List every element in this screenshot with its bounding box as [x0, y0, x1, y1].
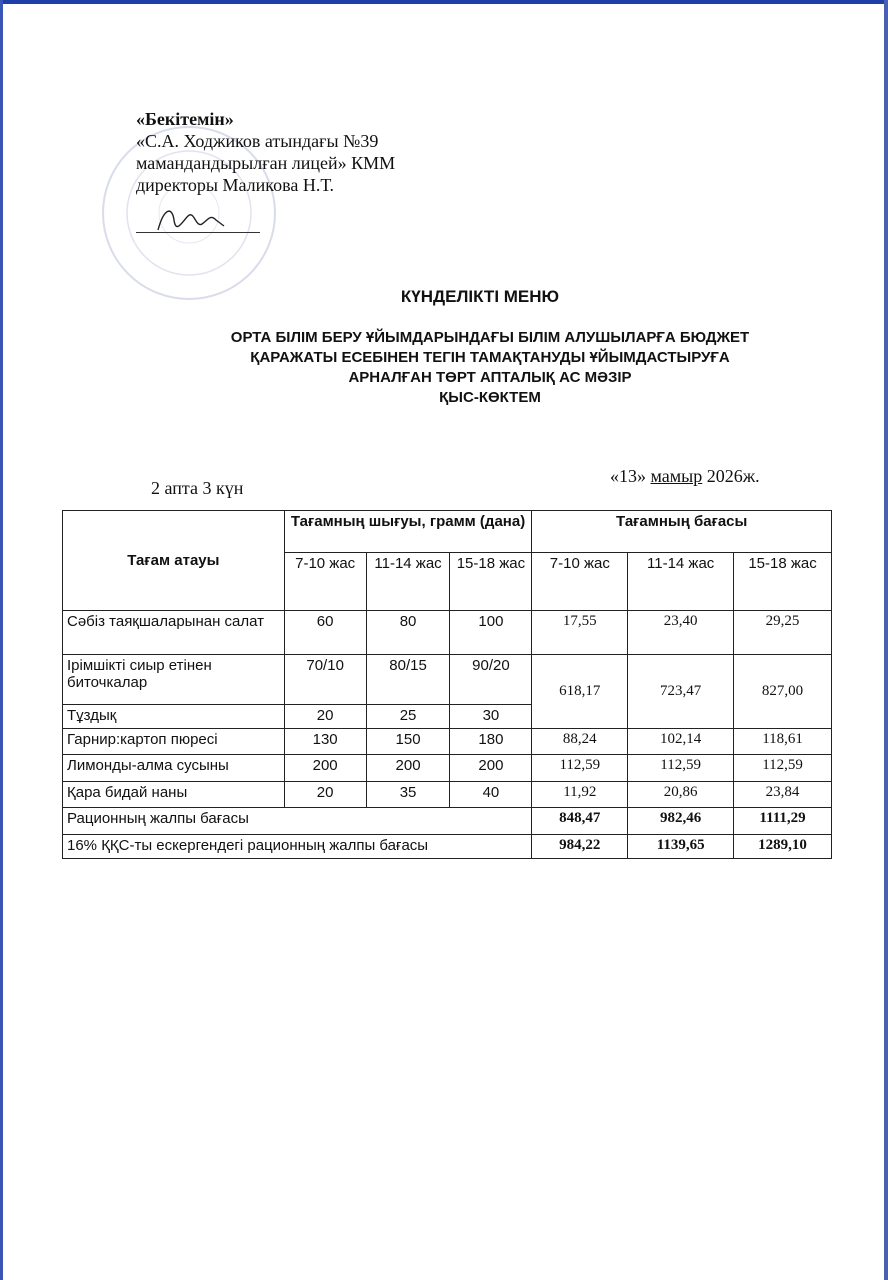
approval-school-line: «С.А. Ходжиков атындағы №39: [136, 131, 379, 151]
yield-cell: 35: [366, 782, 450, 808]
total-vat-label: 16% ҚҚС-ты ескергендегі рационның жалпы бағасы: [63, 835, 532, 859]
total-vat-price-cell: 984,22: [532, 835, 628, 859]
yield-cell: 20: [284, 782, 366, 808]
total-vat-price-cell: 1289,10: [734, 835, 832, 859]
date-month: мамыр: [650, 466, 703, 486]
price-cell: 20,86: [628, 782, 734, 808]
price-cell: 102,14: [628, 729, 734, 755]
handwritten-signature: [150, 200, 230, 240]
price-cell: 723,47: [628, 655, 734, 729]
table-row: [63, 729, 832, 755]
signature-line: [136, 232, 260, 233]
price-cell: 29,25: [734, 611, 832, 655]
yield-cell: 40: [450, 782, 532, 808]
header-age-yield: 15-18 жас: [450, 553, 532, 611]
yield-cell: 25: [366, 705, 450, 729]
header-price: Тағамның бағасы: [532, 511, 832, 553]
yield-cell: 30: [450, 705, 532, 729]
yield-cell: 80: [366, 611, 450, 655]
yield-cell: 20: [284, 705, 366, 729]
yield-cell: 200: [366, 755, 450, 782]
yield-cell: 130: [284, 729, 366, 755]
total-vat-price-cell: 1139,65: [628, 835, 734, 859]
yield-cell: 90/20: [450, 655, 532, 705]
dish-name: Лимонды-алма сусыны: [63, 755, 285, 782]
date-day: «13»: [610, 466, 646, 486]
total-label: Рационның жалпы бағасы: [63, 808, 532, 835]
total-price-cell: 848,47: [532, 808, 628, 835]
price-cell: 827,00: [734, 655, 832, 729]
price-cell: 618,17: [532, 655, 628, 729]
header-age-price: 7-10 жас: [532, 553, 628, 611]
yield-cell: 200: [450, 755, 532, 782]
header-age-price: 11-14 жас: [628, 553, 734, 611]
yield-cell: 180: [450, 729, 532, 755]
subtitle-season: ҚЫС-КӨКТЕМ: [439, 389, 541, 406]
yield-cell: 60: [284, 611, 366, 655]
dish-name: Ірімшікті сиыр етінен биточкалар: [63, 655, 285, 705]
total-vat-row: [63, 835, 832, 859]
menu-date: [610, 466, 760, 487]
yield-cell: 150: [366, 729, 450, 755]
total-price-cell: 982,46: [628, 808, 734, 835]
subtitle-line: ОРТА БІЛІМ БЕРУ ҰЙЫМДАРЫНДАҒЫ БІЛІМ АЛУШЫЛАРҒА БЮДЖЕТ: [230, 329, 750, 346]
approval-school-line-2: мамандандырылған лицей» КММ: [136, 153, 396, 173]
price-cell: 17,55: [532, 611, 628, 655]
price-cell: 11,92: [532, 782, 628, 808]
total-row: [63, 808, 832, 835]
dish-name: Гарнир:картоп пюресі: [63, 729, 285, 755]
subtitle-line: АРНАЛҒАН ТӨРТ АПТАЛЫҚ АС МӘЗІР: [348, 369, 632, 386]
header-dish-name: Тағам атауы: [63, 511, 285, 611]
dish-name: Тұздық: [63, 705, 285, 729]
menu-subtitle: [150, 328, 830, 408]
yield-cell: 200: [284, 755, 366, 782]
price-cell: 23,40: [628, 611, 734, 655]
price-cell: 112,59: [628, 755, 734, 782]
week-day-label: 2 апта 3 күн: [151, 478, 244, 498]
table-row: [63, 782, 832, 808]
scan-edge-right: [884, 0, 888, 1280]
price-cell: 88,24: [532, 729, 628, 755]
subtitle-line: ҚАРАЖАТЫ ЕСЕБІНЕН ТЕГІН ТАМАҚТАНУДЫ ҰЙЫМДАСТЫРУҒА: [250, 349, 730, 366]
date-year: 2026ж.: [706, 466, 760, 486]
menu-table: [62, 510, 832, 859]
dish-name: Сәбіз таяқшаларынан салат: [63, 611, 285, 655]
scan-edge-left: [0, 0, 3, 1280]
price-cell: 112,59: [734, 755, 832, 782]
yield-cell: 70/10: [284, 655, 366, 705]
price-cell: 112,59: [532, 755, 628, 782]
header-age-price: 15-18 жас: [734, 553, 832, 611]
total-price-cell: 1111,29: [734, 808, 832, 835]
approval-heading: «Бекітемін»: [136, 109, 234, 129]
table-row: [63, 611, 832, 655]
header-yield: Тағамның шығуы, грамм (дана): [284, 511, 532, 553]
header-age-yield: 7-10 жас: [284, 553, 366, 611]
yield-cell: 80/15: [366, 655, 450, 705]
table-row: [63, 655, 832, 705]
yield-cell: 100: [450, 611, 532, 655]
dish-name: Қара бидай наны: [63, 782, 285, 808]
header-age-yield: 11-14 жас: [366, 553, 450, 611]
scan-edge-top: [0, 0, 888, 4]
menu-title: КҮНДЕЛІКТІ МЕНЮ: [400, 287, 560, 306]
table-row: [63, 755, 832, 782]
approval-block: [136, 108, 476, 196]
price-cell: 23,84: [734, 782, 832, 808]
approval-director: директоры Маликова Н.Т.: [136, 175, 335, 195]
price-cell: 118,61: [734, 729, 832, 755]
